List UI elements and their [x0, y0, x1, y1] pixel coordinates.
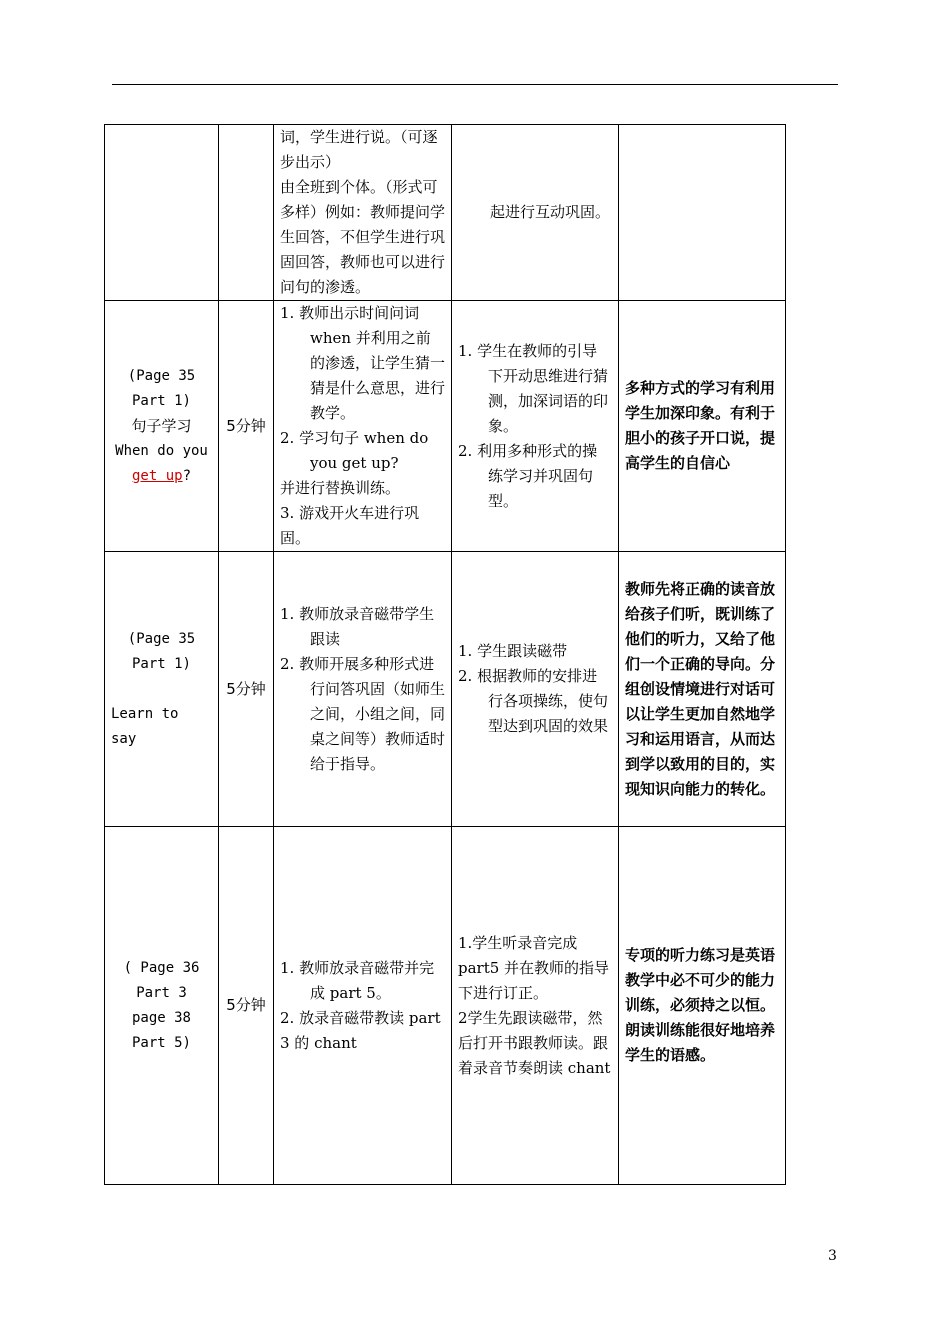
student-activity-cell [452, 552, 619, 827]
teacher-activity-line: 1. 教师出示时间问词 when 并利用之前的渗透，让学生猜一猜是什么意思，进行教学。 [280, 304, 446, 422]
time-cell: 5分钟 [219, 301, 274, 552]
stage-line: Part 5) [131, 1034, 191, 1051]
stage-line: Learn to [111, 705, 179, 722]
question-mark: ? [182, 467, 191, 484]
student-activity-line: 2. 根据教师的安排进行各项操练，使句型达到巩固的效果 [458, 667, 609, 735]
table-row [105, 827, 786, 1185]
teacher-activity-line: 3. 游戏开火车进行巩固。 [280, 504, 420, 547]
teacher-activity-line: 词，学生进行说。（可逐步出示） [280, 128, 438, 171]
design-intent-cell: 教师先将正确的读音放给孩子们听，既训练了他们的听力，又给了他们一个正确的导向。分组创设情境进行对话可以让学生更加自然地学习和运用语言，从而达到学以致用的目的，实现知识向能力的转化。 [619, 552, 786, 827]
stage-line: Part 1) [131, 392, 191, 409]
student-activity-cell [452, 125, 619, 301]
student-activity-cell [452, 827, 619, 1185]
teacher-activity-line: 由全班到个体。（形式可多样）例如：教师提问学生回答，不但学生进行巩固回答，教师也可以进行问句的渗透。 [280, 178, 446, 296]
teacher-activity-cell [274, 552, 452, 827]
header-rule [112, 84, 838, 85]
student-activity-line: 2学生先跟读磁带，然后打开书跟教师读。跟着录音节奏朗读 chant [458, 1008, 611, 1077]
stage-line: When do you [115, 442, 208, 459]
stage-cell [105, 301, 219, 552]
stage-line: (Page 35 [127, 630, 196, 647]
stage-line: Part 1) [131, 655, 191, 672]
stage-line: say [111, 730, 137, 747]
teacher-activity-line: 并进行替换训练。 [280, 479, 401, 497]
student-activity-line: 1. 学生在教师的引导下开动思维进行猜测，加深词语的印象。 [458, 341, 609, 435]
stage-line: ( Page 36 [123, 959, 200, 976]
design-intent-cell [619, 125, 786, 301]
stage-cell [105, 827, 219, 1185]
stage-spacer [111, 677, 212, 702]
stage-cell [105, 125, 219, 301]
teacher-activity-line: 2. 教师开展多种形式进行问答巩固（如师生之间，小组之间，同桌之间等）教师适时给于指导。 [280, 654, 446, 773]
lesson-plan-table [104, 124, 786, 1185]
stage-line: 句子学习 [131, 416, 192, 435]
highlighted-phrase: get up [131, 467, 183, 484]
time-cell [219, 125, 274, 301]
design-intent-cell: 多种方式的学习有利用学生加深印象。有利于胆小的孩子开口说，提高学生的自信心 [619, 301, 786, 552]
stage-cell [105, 552, 219, 827]
stage-line: (Page 35 [127, 367, 196, 384]
student-activity-line: 1.学生听录音完成 part5 并在教师的指导下进行订正。 [458, 933, 610, 1002]
student-activity-line: 1. 学生跟读磁带 [458, 642, 568, 660]
student-activity-line: 2. 利用多种形式的操练学习并巩固句型。 [458, 441, 598, 510]
stage-line [111, 464, 212, 489]
teacher-activity-line: 2. 学习句子 when do you get up? [280, 429, 429, 472]
teacher-activity-line: 2. 放录音磁带教读 part 3 的 chant [280, 1008, 441, 1052]
teacher-activity-line: 1. 教师放录音磁带学生跟读 [280, 604, 435, 648]
stage-line: page 38 [131, 1009, 191, 1026]
page-number: 3 [828, 1248, 837, 1264]
stage-line: Part 3 [136, 984, 187, 1001]
student-activity-line: 起进行互动巩固。 [490, 203, 611, 221]
table-row [105, 301, 786, 552]
table-row [105, 125, 786, 301]
teacher-activity-line: 1. 教师放录音磁带并完成 part 5。 [280, 958, 435, 1002]
table-row [105, 552, 786, 827]
time-cell: 5分钟 [219, 827, 274, 1185]
student-activity-cell [452, 301, 619, 552]
teacher-activity-cell [274, 125, 452, 301]
design-intent-cell: 专项的听力练习是英语教学中必不可少的能力训练，必须持之以恒。朗读训练能很好地培养学生的语感。 [619, 827, 786, 1185]
teacher-activity-cell [274, 301, 452, 552]
time-cell: 5分钟 [219, 552, 274, 827]
teacher-activity-cell [274, 827, 452, 1185]
